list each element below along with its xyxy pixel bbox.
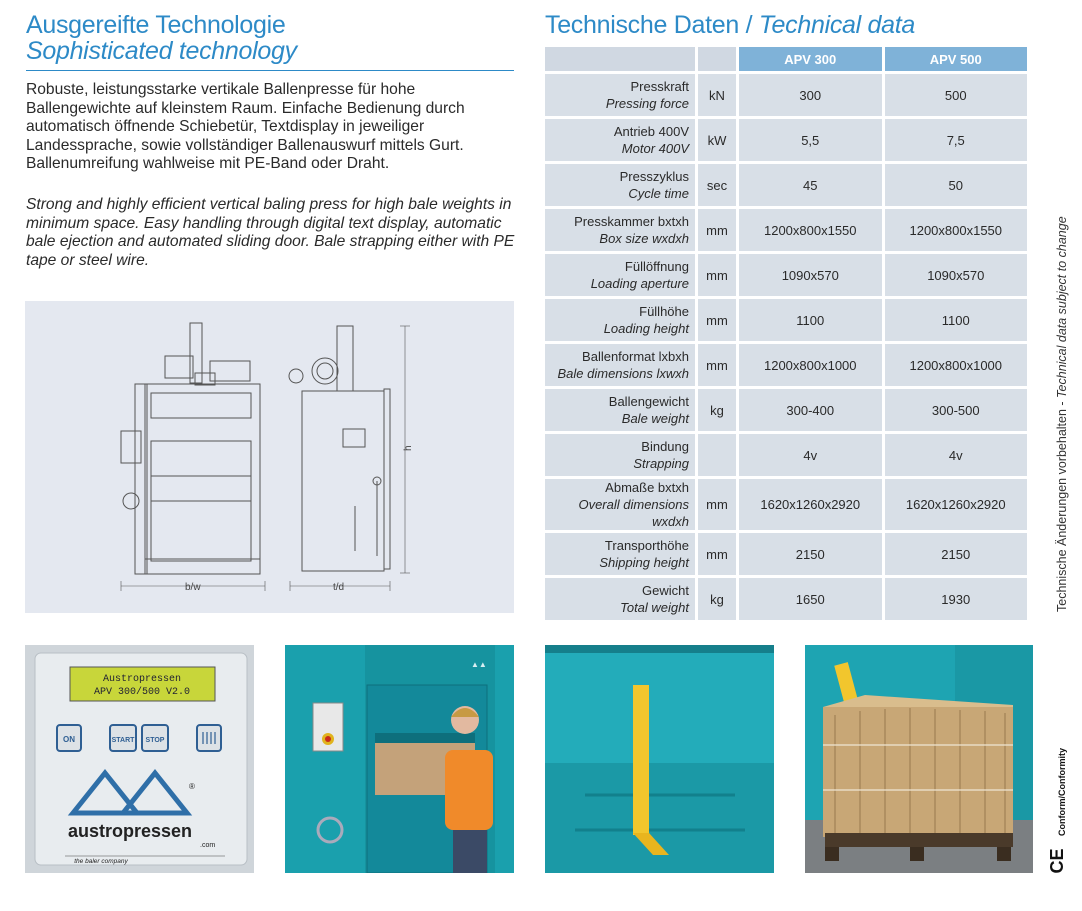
row-label-en: Strapping <box>633 456 689 471</box>
table-row <box>545 344 1027 386</box>
section-title-right <box>545 12 915 38</box>
row-label-de: Presskraft <box>630 79 689 94</box>
photo-chamber-strap <box>545 645 774 873</box>
table-row <box>545 254 1027 296</box>
row-unit: mm <box>698 299 736 341</box>
row-label <box>545 254 695 296</box>
label-width: b/w <box>185 582 201 593</box>
value-apv300: 1100 <box>739 299 882 341</box>
table-row <box>545 119 1027 161</box>
row-label-en: Shipping height <box>599 555 689 570</box>
value-apv300: 1650 <box>739 578 882 620</box>
tech-title-en: Technical data <box>758 11 915 39</box>
table-row <box>545 299 1027 341</box>
registered-mark: ® <box>189 782 195 791</box>
ce-mark-icon <box>1043 846 1069 876</box>
row-label-en: Cycle time <box>628 186 689 201</box>
title-de: Ausgereifte Technologie <box>26 11 286 39</box>
value-apv300: 1200x800x1000 <box>739 344 882 386</box>
value-apv500: 1090x570 <box>885 254 1028 296</box>
row-unit: mm <box>698 479 736 530</box>
label-height: h <box>403 445 414 451</box>
table-row <box>545 578 1027 620</box>
side-note-en: Technical data subject to change <box>1055 216 1069 398</box>
side-view-body <box>302 391 384 571</box>
btn-start-label: START <box>111 737 135 744</box>
row-unit: kg <box>698 578 736 620</box>
table-row <box>545 533 1027 575</box>
row-unit: mm <box>698 344 736 386</box>
value-apv500: 300-500 <box>885 389 1028 431</box>
section-title-left <box>26 12 297 64</box>
row-unit: mm <box>698 533 736 575</box>
row-label-en: Loading height <box>603 321 689 336</box>
side-note-de: Technische Änderungen vorbehalten - <box>1055 397 1069 612</box>
btn-stop-label: STOP <box>145 737 165 744</box>
row-label-de: Füllhöhe <box>639 304 689 319</box>
value-apv300: 300 <box>739 74 882 116</box>
row-label-de: Transporthöhe <box>604 538 689 553</box>
row-label-de: Füllöffnung <box>624 259 689 274</box>
value-apv500: 50 <box>885 164 1028 206</box>
header-blank-unit <box>698 47 736 71</box>
side-note <box>1052 172 1072 612</box>
brand-tagline: the baler company <box>74 858 128 865</box>
row-label-de: Presskammer bxtxh <box>574 214 689 229</box>
row-label <box>545 533 695 575</box>
table-row <box>545 74 1027 116</box>
row-label-de: Ballengewicht <box>608 394 689 409</box>
table-row <box>545 434 1027 476</box>
row-unit: sec <box>698 164 736 206</box>
row-label <box>545 578 695 620</box>
ce-mark-text: CE <box>1047 848 1067 874</box>
description-de: Robuste, leistungsstarke vertikale Ballenpresse für hohe Ballengewichte auf kleinstem Raum. Einfache Bedienung durch automatisch öffnende Schiebetür, Textdisplay in jeweiliger Landessprache, sowie vollständiger Ballenauswurf mittels Gurt. Ballenumreifung wahlweise mit PE-Band oder Draht. <box>26 81 465 173</box>
row-unit: kN <box>698 74 736 116</box>
row-label <box>545 74 695 116</box>
btn-on-label: ON <box>63 735 75 744</box>
row-label-en: Overall dimensions wxdxh <box>578 497 689 529</box>
row-label-de: Bindung <box>641 439 689 454</box>
table-header-row <box>545 47 1027 71</box>
baler-drawing-svg <box>25 301 514 613</box>
table-row <box>545 164 1027 206</box>
display-line1: Austropressen <box>102 674 182 685</box>
row-label-en: Motor 400V <box>621 141 689 156</box>
row-unit: kW <box>698 119 736 161</box>
row-label <box>545 164 695 206</box>
row-label <box>545 299 695 341</box>
table-row <box>545 389 1027 431</box>
row-label <box>545 119 695 161</box>
row-label-de: Ballenformat lxbxh <box>582 349 689 364</box>
value-apv300: 45 <box>739 164 882 206</box>
title-divider <box>26 70 514 71</box>
value-apv500: 1200x800x1000 <box>885 344 1028 386</box>
row-label <box>545 389 695 431</box>
row-label-en: Total weight <box>620 600 689 615</box>
value-apv300: 1090x570 <box>739 254 882 296</box>
value-apv500: 1620x1260x2920 <box>885 479 1028 530</box>
value-apv500: 2150 <box>885 533 1028 575</box>
header-apv300: APV 300 <box>739 47 882 71</box>
brand-logo-text: austropressen <box>67 821 193 841</box>
value-apv300: 1200x800x1550 <box>739 209 882 251</box>
table-row <box>545 209 1027 251</box>
front-view-body <box>145 384 260 574</box>
photo-bale <box>805 645 1033 873</box>
title-en: Sophisticated technology <box>26 37 297 65</box>
value-apv300: 1620x1260x2920 <box>739 479 882 530</box>
row-label-en: Loading aperture <box>590 276 689 291</box>
row-label-en: Pressing force <box>605 96 689 111</box>
value-apv500: 500 <box>885 74 1028 116</box>
spec-table <box>542 44 1030 623</box>
row-label-de: Presszyklus <box>619 169 689 184</box>
row-unit: mm <box>698 254 736 296</box>
technical-drawing <box>25 301 514 613</box>
conformity-text: Conform/Conformity <box>1057 748 1067 836</box>
header-blank-label <box>545 47 695 71</box>
row-label-de: Antrieb 400V <box>613 124 689 139</box>
tech-title-de: Technische Daten / <box>545 11 759 39</box>
row-label-en: Bale weight <box>621 411 689 426</box>
display-line2: APV 300/500 V2.0 <box>93 687 191 698</box>
row-unit: mm <box>698 209 736 251</box>
value-apv300: 2150 <box>739 533 882 575</box>
value-apv500: 4v <box>885 434 1028 476</box>
row-label-de: Abmaße bxtxh <box>605 480 689 495</box>
value-apv500: 1200x800x1550 <box>885 209 1028 251</box>
value-apv500: 1930 <box>885 578 1028 620</box>
header-apv500: APV 500 <box>885 47 1028 71</box>
brand-suffix: .com <box>200 842 216 849</box>
label-depth: t/d <box>333 582 345 593</box>
value-apv500: 7,5 <box>885 119 1028 161</box>
row-label <box>545 434 695 476</box>
value-apv300: 300-400 <box>739 389 882 431</box>
row-label <box>545 209 695 251</box>
row-label <box>545 479 695 530</box>
row-unit <box>698 434 736 476</box>
table-row <box>545 479 1027 530</box>
photo-control-panel <box>25 645 254 873</box>
row-label-en: Box size wxdxh <box>599 231 689 246</box>
row-label <box>545 344 695 386</box>
value-apv300: 4v <box>739 434 882 476</box>
row-label-en: Bale dimensions lxwxh <box>557 366 689 381</box>
row-unit: kg <box>698 389 736 431</box>
description-en: Strong and highly efficient vertical baling press for high bale weights in minimum space. Easy handling through digital text display, automatic bale ejection and automated sliding door. Bale strapping either with PE tape or steel wire. <box>26 196 515 269</box>
machine-logo-small: ▲▲ <box>471 660 487 669</box>
photo-operator <box>285 645 514 873</box>
value-apv300: 5,5 <box>739 119 882 161</box>
row-label-de: Gewicht <box>642 583 689 598</box>
value-apv500: 1100 <box>885 299 1028 341</box>
